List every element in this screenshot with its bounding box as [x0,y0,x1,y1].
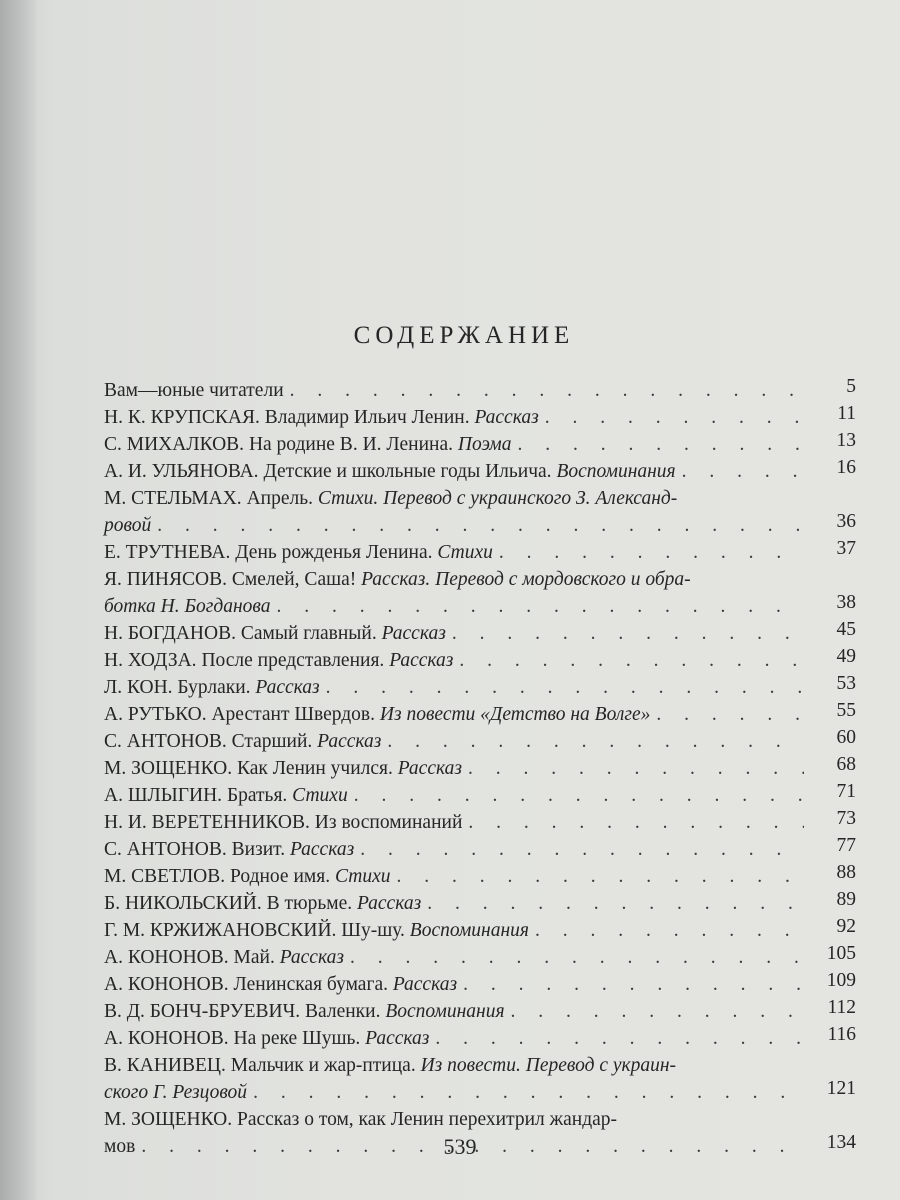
toc-entry-line [104,1025,856,1052]
toc-page-number: 88 [836,862,856,883]
toc-entry [104,485,856,539]
toc-entry-text [104,998,505,1025]
toc-entry-line [104,485,856,512]
toc-page-number: 60 [836,727,856,748]
toc-page-number: 38 [836,592,856,613]
toc-entry-text [104,674,320,701]
toc-entry [104,998,856,1025]
toc-page-number: 92 [836,916,856,937]
toc-entry-line [104,755,856,782]
toc-entry [104,728,856,755]
toc-work: Старший. [231,731,313,752]
toc-entry-line [104,998,856,1025]
leader-dots [276,593,804,620]
toc-page-number: 11 [837,403,856,424]
toc-work: На реке Шушь. [233,1028,361,1049]
toc-entry [104,755,856,782]
toc-entry [104,836,856,863]
toc-genre: Стихи. Перевод с украинского З. Александ- [317,488,678,509]
toc-entry-text [104,917,529,944]
toc-genre: Воспоминания [385,1001,505,1022]
toc-entry-continuation [104,512,856,539]
toc-entry-line [104,728,856,755]
toc-author: А. КОНОНОВ. [104,1028,229,1049]
toc-genre: Рассказ [255,677,320,698]
toc-author: А. ШЛЫГИН. [104,785,223,806]
toc-work: Рассказ о том, как Ленин перехитрил жандар- [236,1109,618,1130]
table-of-contents [104,377,856,1160]
toc-work: Шу-шу. [341,920,405,941]
toc-author: А. КОНОНОВ. [104,974,229,995]
toc-genre: Рассказ [381,623,446,644]
leader-dots [350,944,804,971]
toc-page-number: 112 [827,997,856,1018]
toc-page-number: 55 [836,700,856,721]
toc-entry-line [104,917,856,944]
toc-entry-text [104,431,511,458]
toc-genre: Рассказ [317,731,382,752]
toc-genre: Рассказ [392,974,458,995]
page-title: СОДЕРЖАНИЕ [353,322,575,349]
toc-entry-line [104,863,856,890]
leader-dots [535,917,804,944]
toc-entry-text [104,782,348,809]
toc-author: А. И. УЛЬЯНОВА. [104,461,259,482]
toc-entry [104,971,856,998]
toc-author: Е. ТРУТНЕВА. [104,542,231,563]
toc-author: С. АНТОНОВ. [104,839,227,860]
toc-entry [104,674,856,701]
toc-continuation-text: ботка Н. Богданова [104,596,271,617]
toc-author: А. РУТЬКО. [104,704,207,725]
toc-page-number: 109 [826,970,856,991]
toc-work: Владимир Ильич Ленин. [264,407,470,428]
toc-entry [104,863,856,890]
toc-genre: Стихи [292,785,348,806]
toc-entry-line [104,566,856,593]
toc-entry-text [104,890,421,917]
toc-entry-line [104,647,856,674]
toc-genre: Рассказ [289,839,355,860]
toc-entry-line [104,1106,856,1133]
toc-work: После представления. [201,650,385,671]
toc-entry-line [104,971,856,998]
leader-dots [459,647,804,674]
toc-work: Братья. [226,785,288,806]
leader-dots [326,674,804,701]
toc-author: М. СВЕТЛОВ. [104,866,226,887]
leader-dots [656,701,804,728]
toc-genre: Стихи [437,542,493,563]
leader-dots [452,620,804,647]
toc-entry-text [104,539,493,566]
toc-page-number: 71 [836,781,856,802]
toc-genre: Рассказ [389,650,454,671]
toc-continuation-text: ского Г. Резцовой [104,1082,248,1103]
page-number: 539 [443,1134,477,1159]
toc-work: В тюрьме. [266,893,353,914]
toc-page-number: 105 [826,943,856,964]
toc-continuation-text: мов [104,1136,136,1157]
leader-dots [157,512,804,539]
toc-author: Вам—юные читатели [104,380,284,401]
toc-page-number: 68 [836,754,856,775]
toc-entry-text [104,458,676,485]
leader-dots [463,971,804,998]
toc-entry-text [104,404,539,431]
toc-entry [104,620,856,647]
toc-entry-text [104,863,390,890]
leader-dots [511,998,804,1025]
toc-entry-line [104,890,856,917]
toc-work: Бурлаки. [177,677,251,698]
toc-entry [104,377,856,404]
toc-entry-text [104,701,650,728]
toc-entry-line [104,782,856,809]
toc-genre: Рассказ [474,407,539,428]
toc-author: М. СТЕЛЬМАХ. [104,488,242,509]
toc-author: В. Д. БОНЧ-БРУЕВИЧ. [104,1001,301,1022]
leader-dots [354,782,804,809]
toc-work: На родине В. И. Ленина. [248,434,453,455]
toc-work: Май. [233,947,275,968]
toc-entry-text [104,1025,429,1052]
toc-entry-text [104,836,354,863]
toc-author: Л. КОН. [104,677,173,698]
toc-entry-text [104,944,344,971]
toc-author: А. КОНОНОВ. [104,947,229,968]
leader-dots [682,458,804,485]
leader-dots [435,1025,804,1052]
toc-author: С. МИХАЛКОВ. [104,434,245,455]
toc-entry [104,917,856,944]
toc-genre: Воспоминания [556,461,676,482]
toc-entry-line [104,458,856,485]
toc-work: Детские и школьные годы Ильича. [263,461,552,482]
leader-dots [290,377,804,404]
leader-dots [427,890,804,917]
leader-dots [468,809,804,836]
toc-entry-line [104,809,856,836]
toc-author: В. КАНИВЕЦ. [104,1055,226,1076]
toc-entry-line [104,620,856,647]
toc-work: Арестант Швердов. [211,704,376,725]
toc-page-number: 73 [836,808,856,829]
toc-entry [104,890,856,917]
toc-work: Валенки. [305,1001,381,1022]
toc-entry [104,458,856,485]
toc-entry-line [104,674,856,701]
toc-work: День рожденья Ленина. [235,542,433,563]
toc-author: М. ЗОЩЕНКО. [104,758,233,779]
toc-entry-text [104,755,462,782]
toc-page-number: 121 [826,1078,856,1099]
toc-work: Ленинская бумага. [233,974,388,995]
toc-work: Визит. [231,839,286,860]
toc-work: Из воспоминаний [314,812,463,833]
toc-author: Б. НИКОЛЬСКИЙ. [104,893,262,914]
toc-entry [104,539,856,566]
toc-entry [104,1052,856,1106]
toc-author: С. АНТОНОВ. [104,731,227,752]
toc-genre: Рассказ. Перевод с мордовского и обра- [361,569,691,590]
toc-page-number: 5 [846,376,856,397]
toc-work: Родное имя. [230,866,331,887]
toc-entry-continuation [104,593,856,620]
toc-entry-line [104,404,856,431]
leader-dots [468,755,804,782]
toc-entry-line [104,377,856,404]
toc-entry-text [104,809,462,836]
toc-page-number: 89 [836,889,856,910]
toc-entry [104,701,856,728]
toc-entry [104,944,856,971]
toc-entry-text [104,971,457,998]
toc-genre: Рассказ [365,1028,430,1049]
leader-dots [396,863,804,890]
toc-genre: Воспоминания [409,920,529,941]
toc-entry [104,404,856,431]
toc-author: М. ЗОЩЕНКО. [104,1109,233,1130]
toc-genre: Поэма [457,434,512,455]
toc-continuation-text: ровой [104,515,152,536]
toc-genre: Рассказ [279,947,344,968]
leader-dots [517,431,804,458]
leader-dots [360,836,804,863]
toc-entry [104,431,856,458]
toc-author: Н. И. ВЕРЕТЕННИКОВ. [104,812,310,833]
toc-page-number: 36 [836,511,856,532]
toc-work: Апрель. [246,488,313,509]
toc-genre: Из повести «Детство на Волге» [379,704,651,725]
toc-genre: Стихи [334,866,391,887]
toc-page-number: 134 [826,1132,856,1153]
toc-page-number: 49 [836,646,856,667]
leader-dots [253,1079,804,1106]
toc-author: Н. БОГДАНОВ. [104,623,236,644]
toc-work: Самый главный. [240,623,377,644]
toc-author: Н. К. КРУПСКАЯ. [104,407,260,428]
toc-entry-text [104,647,453,674]
toc-author: Н. ХОДЗА. [104,650,197,671]
toc-entry [104,566,856,620]
toc-genre: Рассказ [397,758,462,779]
toc-entry [104,647,856,674]
toc-work: Как Ленин учился. [236,758,393,779]
toc-entry-continuation [104,1079,856,1106]
toc-page-number: 116 [827,1024,856,1045]
toc-page-number: 13 [836,430,856,451]
toc-author: Г. М. КРЖИЖАНОВСКИЙ. [104,920,337,941]
toc-entry-line [104,431,856,458]
toc-work: Смелей, Саша! [231,569,357,590]
toc-entry-text [104,377,284,404]
toc-page-number: 37 [836,538,856,559]
toc-entry [104,1025,856,1052]
leader-dots [387,728,804,755]
toc-entry-line [104,701,856,728]
toc-entry-line [104,944,856,971]
toc-page-number: 45 [836,619,856,640]
toc-genre: Рассказ [356,893,422,914]
toc-page-number: 53 [836,673,856,694]
toc-entry-line [104,836,856,863]
toc-work: Мальчик и жар-птица. [230,1055,416,1076]
toc-entry-line [104,539,856,566]
toc-page-number: 77 [836,835,856,856]
toc-entry [104,809,856,836]
toc-entry-line [104,1052,856,1079]
toc-genre: Из повести. Перевод с украин- [420,1055,677,1076]
toc-entry-text [104,620,446,647]
leader-dots [545,404,804,431]
toc-author: Я. ПИНЯСОВ. [104,569,227,590]
toc-entry-text [104,728,381,755]
toc-entry [104,782,856,809]
toc-page-number: 16 [836,457,856,478]
leader-dots [499,539,804,566]
